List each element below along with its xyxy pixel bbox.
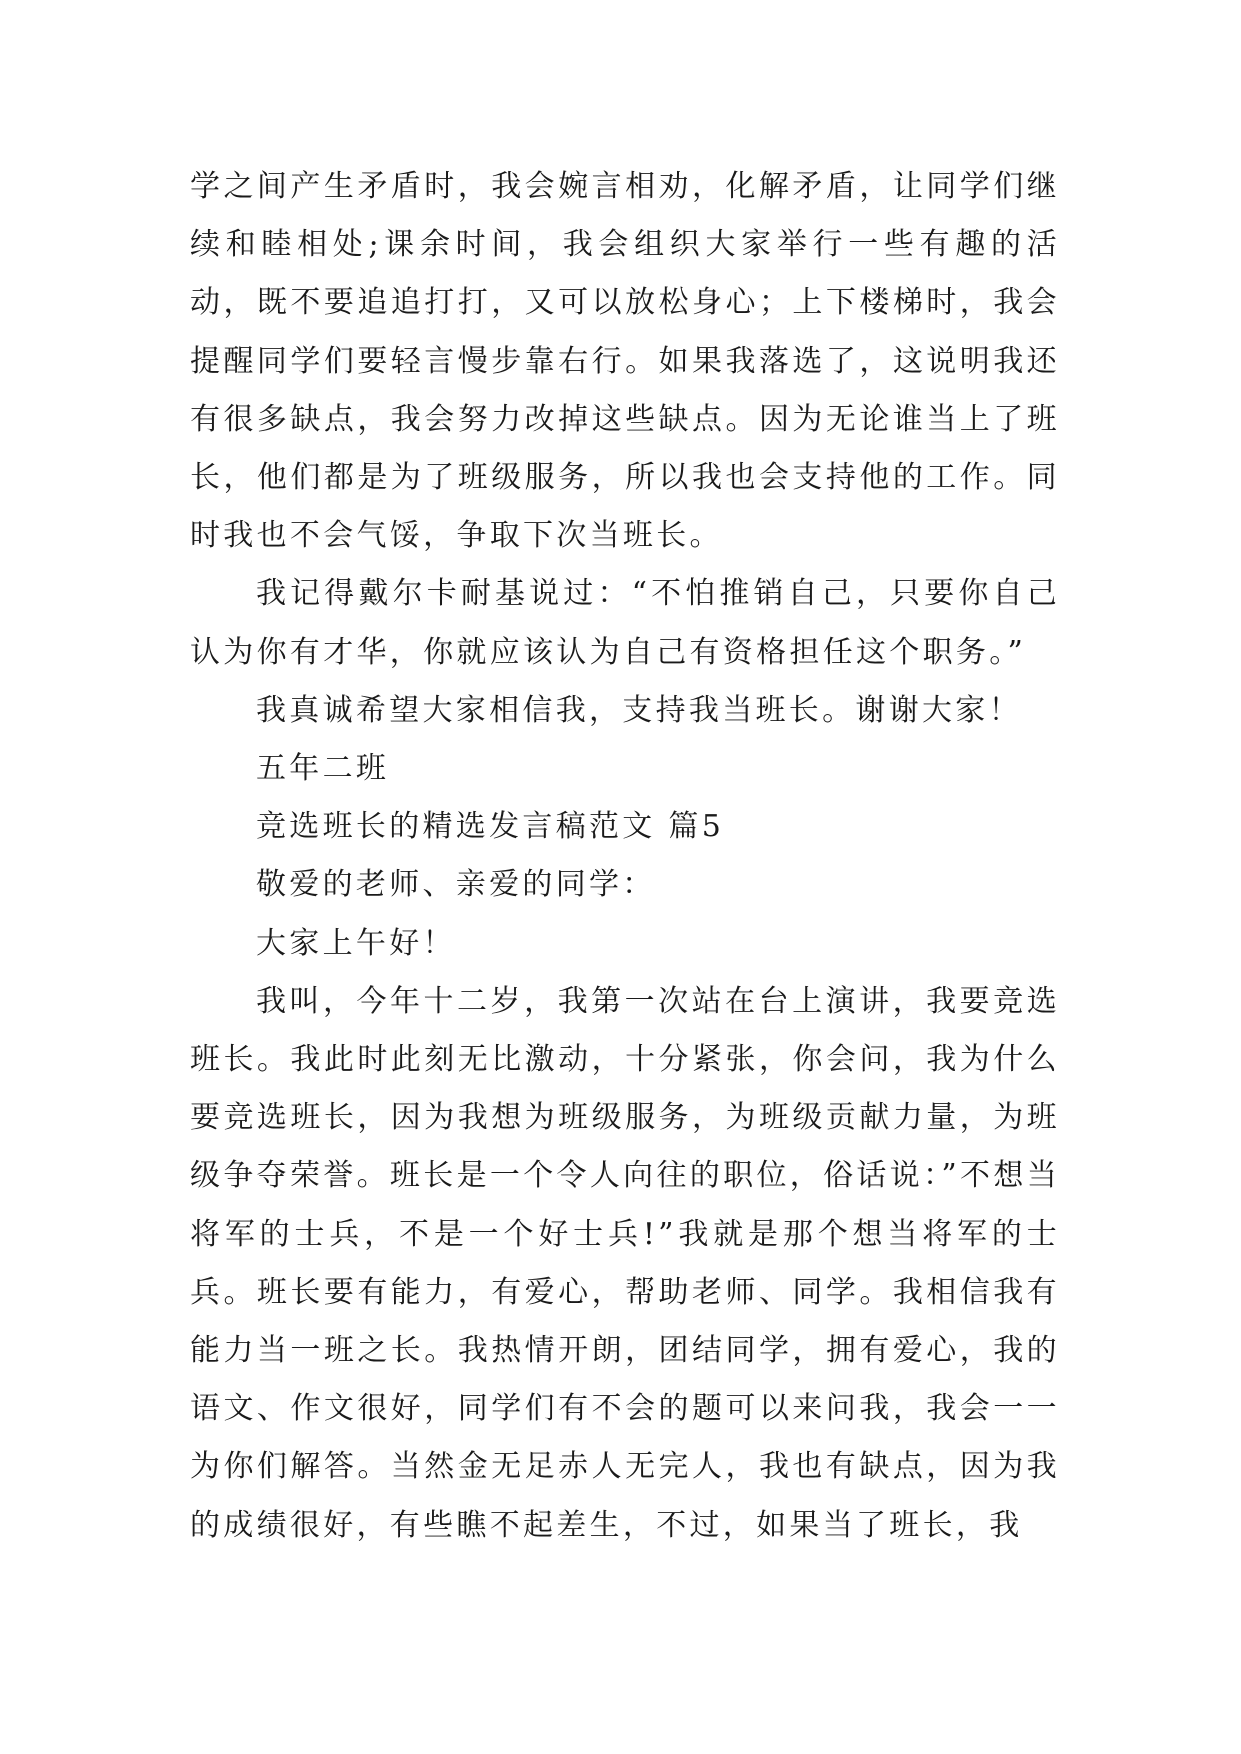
- paragraph-greeting: 大家上午好！: [256, 925, 456, 961]
- paragraph-speech-body: 我叫，今年十二岁，我第一次站在台上演讲，我要竞选班长。我此时此刻无比激动，十分紧张，你会问，我为什么要竞选班长，因为我想为班级服务，为班级贡献力量，为班级争夺荣誉。班长是一个令人向往的职位，俗话说：”不想当将军的士兵，不是一个好士兵!”我就是那个想当将军的士兵。班长要有能力，有爱心，帮助老师、同学。我相信我有能力当一班之长。我热情开朗，团结同学，拥有爱心，我的语文、作文很好，同学们有不会的题可以来问我，我会一一为你们解答。当然金无足赤人无完人，我也有缺点，因为我的成绩很好，有些瞧不起差生，不过，如果当了班长，我: [190, 983, 1060, 1543]
- paragraph-salutation: 敬爱的老师、亲爱的同学：: [256, 867, 656, 903]
- section-heading: 竞选班长的精选发言稿范文 篇5: [256, 809, 725, 845]
- document-body: [190, 158, 1060, 1555]
- paragraph-continuation: 学之间产生矛盾时，我会婉言相劝，化解矛盾，让同学们继续和睦相处;课余时间，我会组织大家举行一些有趣的活动，既不要追追打打，又可以放松身心；上下楼梯时，我会提醒同学们要轻言慢步靠右行。如果我落选了，这说明我还有很多缺点，我会努力改掉这些缺点。因为无论谁当上了班长，他们都是为了班级服务，所以我也会支持他的工作。同时我也不会气馁，争取下次当班长。: [190, 169, 1060, 554]
- paragraph-carnegie-quote: 我记得戴尔卡耐基说过：“不怕推销自己，只要你自己认为你有才华，你就应该认为自己有资格担任这个职务。”: [190, 576, 1060, 670]
- paragraph-closing-thanks: 我真诚希望大家相信我，支持我当班长。谢谢大家！: [256, 692, 1022, 728]
- paragraph-class-signature: 五年二班: [256, 751, 390, 787]
